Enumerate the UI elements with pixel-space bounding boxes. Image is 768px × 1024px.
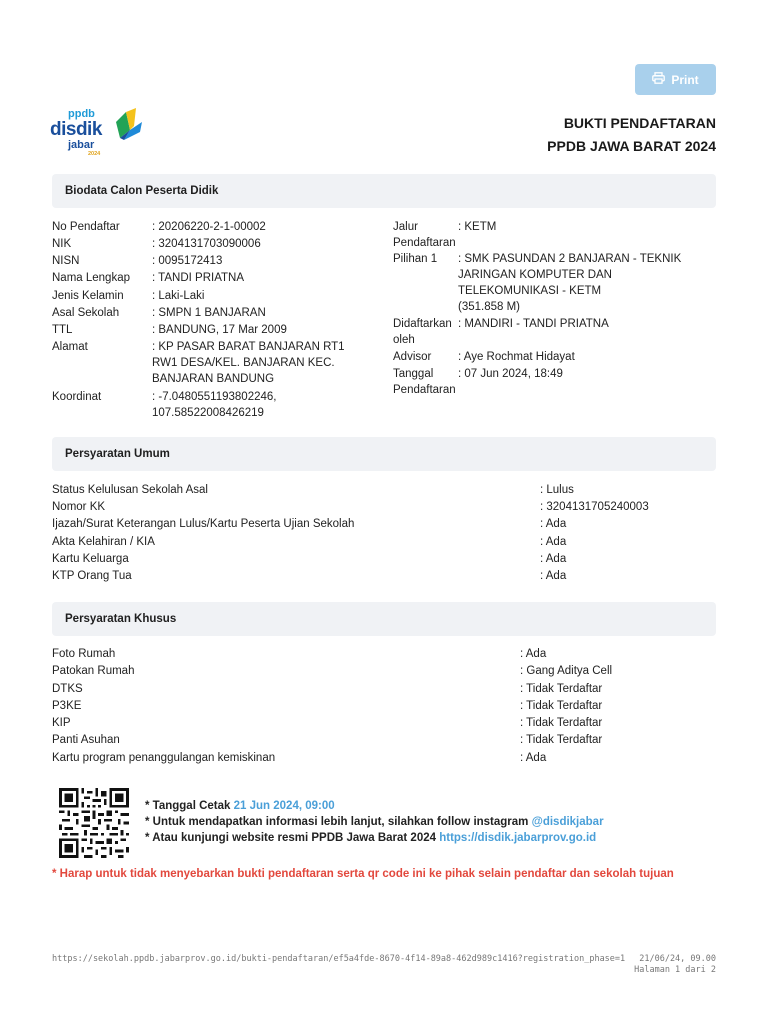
note-website-text: * Atau kunjungi website resmi PPDB Jawa Barat 2024 bbox=[145, 832, 437, 844]
document-title: BUKTI PENDAFTARAN bbox=[563, 115, 716, 131]
label-didaftarkan-line1: Didaftarkan bbox=[393, 318, 452, 330]
label-no-pendaftar: No Pendaftar bbox=[52, 221, 120, 233]
khusus-label: Foto Rumah bbox=[52, 648, 116, 660]
label-advisor: Advisor bbox=[393, 351, 432, 363]
note-cetak-label: * Tanggal Cetak bbox=[145, 800, 231, 812]
label-jalur-line2: Pendaftaran bbox=[393, 237, 456, 249]
khusus-value: : Tidak Terdaftar bbox=[520, 734, 603, 746]
warning-text: * Harap untuk tidak menyebarkan bukti pendaftaran serta qr code ini ke pihak selain pendaftar dan sekolah tujuan bbox=[52, 868, 674, 880]
umum-value: : 3204131705240003 bbox=[540, 501, 649, 513]
website-link[interactable]: https://disdik.jabarprov.go.id bbox=[439, 832, 597, 844]
value-ttl: : BANDUNG, 17 Mar 2009 bbox=[152, 324, 287, 336]
value-didaftarkan: : MANDIRI - TANDI PRIATNA bbox=[458, 318, 609, 330]
khusus-label: Kartu program penanggulangan kemiskinan bbox=[52, 752, 276, 764]
khusus-label: KIP bbox=[52, 717, 71, 729]
umum-label: Status Kelulusan Sekolah Asal bbox=[52, 484, 208, 496]
khusus-value: : Tidak Terdaftar bbox=[520, 717, 603, 729]
umum-label: KTP Orang Tua bbox=[52, 570, 132, 582]
khusus-label: Panti Asuhan bbox=[52, 734, 120, 746]
label-ttl: TTL bbox=[52, 324, 73, 336]
section-khusus-header: Persyaratan Khusus bbox=[52, 602, 716, 636]
value-jalur: : KETM bbox=[458, 221, 497, 233]
umum-value: : Ada bbox=[540, 570, 567, 582]
value-jenis-kelamin: : Laki-Laki bbox=[152, 290, 205, 302]
khusus-label: Patokan Rumah bbox=[52, 665, 135, 677]
umum-value: : Lulus bbox=[540, 484, 574, 496]
label-tanggal-line2: Pendaftaran bbox=[393, 384, 456, 396]
footer-datetime: 21/06/24, 09.00 bbox=[639, 954, 716, 964]
qr-code bbox=[58, 788, 130, 858]
note-website bbox=[145, 830, 596, 847]
value-alamat-line1: : KP PASAR BARAT BANJARAN RT1 bbox=[152, 341, 345, 353]
khusus-value: : Ada bbox=[520, 752, 547, 764]
value-nama-lengkap: : TANDI PRIATNA bbox=[152, 272, 245, 284]
label-tanggal-line1: Tanggal bbox=[393, 368, 434, 380]
umum-value: : Ada bbox=[540, 536, 567, 548]
print-button[interactable] bbox=[635, 64, 716, 95]
value-tanggal: : 07 Jun 2024, 18:49 bbox=[458, 368, 563, 380]
label-alamat: Alamat bbox=[52, 341, 88, 353]
note-instagram-text: * Untuk mendapatkan informasi lebih lanjut, silahkan follow instagram bbox=[145, 816, 529, 828]
print-button-label: Print bbox=[671, 72, 699, 87]
section-umum-header: Persyaratan Umum bbox=[52, 437, 716, 471]
value-koordinat-line1: : -7.0480551193802246, bbox=[152, 391, 277, 403]
label-nisn: NISN bbox=[52, 255, 80, 267]
umum-value: : Ada bbox=[540, 518, 567, 530]
label-jalur-line1: Jalur bbox=[393, 221, 418, 233]
note-tanggal-cetak bbox=[145, 798, 335, 815]
value-asal-sekolah: : SMPN 1 BANJARAN bbox=[152, 307, 266, 319]
document-subtitle: PPDB JAWA BARAT 2024 bbox=[547, 138, 716, 154]
book-icon bbox=[114, 108, 144, 140]
value-no-pendaftar: : 20206220-2-1-00002 bbox=[152, 221, 266, 233]
value-pilihan-1-line4: (351.858 M) bbox=[458, 301, 521, 313]
umum-label: Ijazah/Surat Keterangan Lulus/Kartu Peserta Ujian Sekolah bbox=[52, 518, 355, 530]
value-advisor: : Aye Rochmat Hidayat bbox=[458, 351, 575, 363]
umum-label: Nomor KK bbox=[52, 501, 106, 513]
label-asal-sekolah: Asal Sekolah bbox=[52, 307, 120, 319]
note-cetak-value: 21 Jun 2024, 09:00 bbox=[233, 800, 335, 812]
ppdb-disdik-jabar-logo: ppdb disdik jabar 2024 bbox=[50, 108, 145, 160]
note-instagram bbox=[145, 814, 604, 831]
printer-icon bbox=[652, 72, 665, 87]
value-nik: : 3204131703090006 bbox=[152, 238, 261, 250]
footer-meta bbox=[634, 954, 716, 976]
umum-value: : Ada bbox=[540, 553, 567, 565]
instagram-link[interactable]: @disdikjabar bbox=[531, 816, 604, 828]
value-koordinat-line2: 107.58522008426219 bbox=[152, 407, 264, 419]
khusus-value: : Tidak Terdaftar bbox=[520, 700, 603, 712]
section-biodata-header: Biodata Calon Peserta Didik bbox=[52, 174, 716, 208]
label-jenis-kelamin: Jenis Kelamin bbox=[52, 290, 124, 302]
label-nik: NIK bbox=[52, 238, 72, 250]
label-didaftarkan-line2: oleh bbox=[393, 334, 415, 346]
value-alamat-line3: BANJARAN BANDUNG bbox=[152, 373, 275, 385]
footer-url: https://sekolah.ppdb.jabarprov.go.id/bukti-pendaftaran/ef5a4fde-8670-4f14-89a8-462d989c1416?registration_phase=1 bbox=[52, 954, 626, 964]
umum-label: Kartu Keluarga bbox=[52, 553, 129, 565]
khusus-label: P3KE bbox=[52, 700, 82, 712]
khusus-value: : Tidak Terdaftar bbox=[520, 683, 603, 695]
value-nisn: : 0095172413 bbox=[152, 255, 223, 267]
khusus-label: DTKS bbox=[52, 683, 83, 695]
label-pilihan-1: Pilihan 1 bbox=[393, 253, 438, 265]
value-alamat-line2: RW1 DESA/KEL. BANJARAN KEC. bbox=[152, 357, 335, 369]
khusus-value: : Ada bbox=[520, 648, 547, 660]
footer-page-number: Halaman 1 dari 2 bbox=[634, 965, 716, 975]
khusus-value: : Gang Aditya Cell bbox=[520, 665, 613, 677]
label-nama-lengkap: Nama Lengkap bbox=[52, 272, 130, 284]
value-pilihan-1-line2: JARINGAN KOMPUTER DAN bbox=[458, 269, 612, 281]
value-pilihan-1-line1: : SMK PASUNDAN 2 BANJARAN - TEKNIK bbox=[458, 253, 682, 265]
label-koordinat: Koordinat bbox=[52, 391, 102, 403]
value-pilihan-1-line3: TELEKOMUNIKASI - KETM bbox=[458, 285, 602, 297]
umum-label: Akta Kelahiran / KIA bbox=[52, 536, 155, 548]
